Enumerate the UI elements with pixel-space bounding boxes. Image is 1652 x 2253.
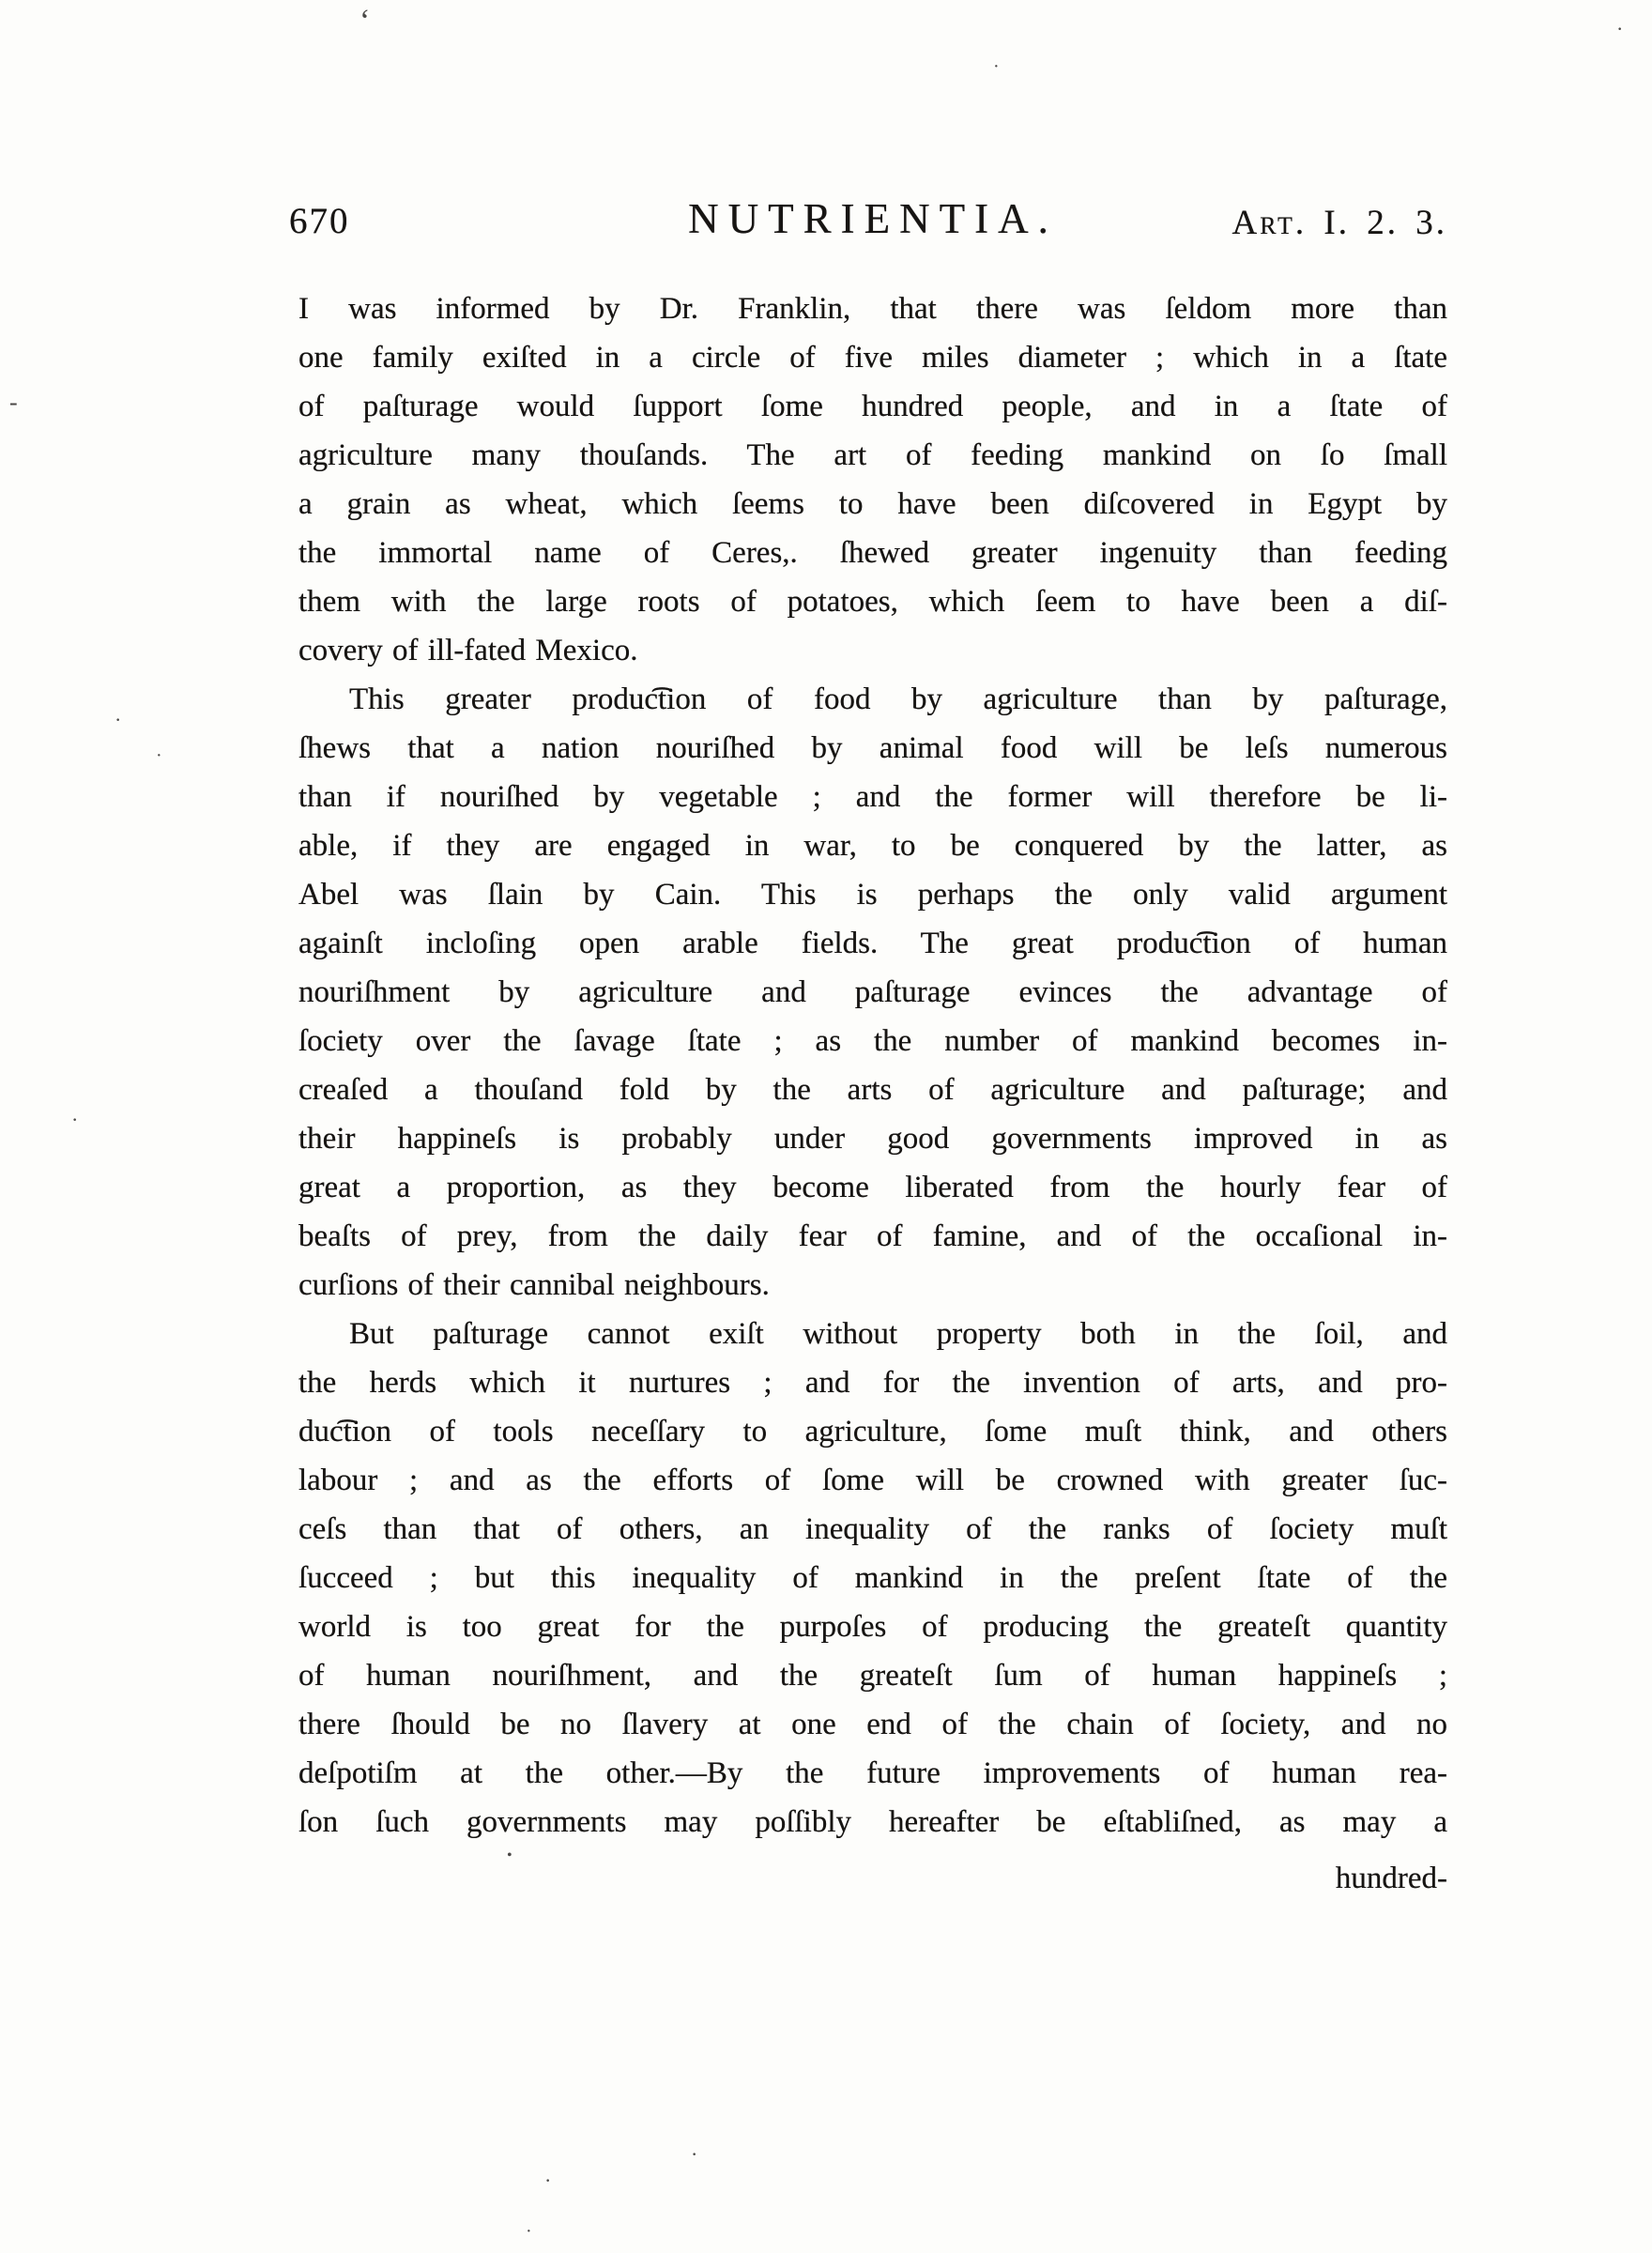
- ink-speck: ·: [526, 2221, 532, 2242]
- text-line: one family exiſted in a circle of five miles diameter ; which in a ſtate: [298, 341, 1447, 375]
- text-line: curſions of their cannibal neighbours.: [298, 1268, 770, 1302]
- text-line: than if nouriſhed by vegetable ; and the former will therefore be li-: [298, 780, 1447, 814]
- text-line: agriculture many thouſands. The art of feeding mankind on ſo ſmall: [298, 438, 1447, 472]
- text-line: beaſts of prey, from the daily fear of famine, and of the occaſional in-: [298, 1219, 1447, 1253]
- text-line: great a proportion, as they become liberated from the hourly fear of: [298, 1171, 1447, 1204]
- text-line: there ſhould be no ſlavery at one end of the chain of ſociety, and no: [298, 1708, 1447, 1741]
- text-line: Abel was ſlain by Cain. This is perhaps the only valid argument: [298, 878, 1447, 912]
- text-line: ſhews that a nation nouriſhed by animal food will be leſs numerous: [298, 731, 1447, 765]
- text-line: ſucceed ; but this inequality of mankind in the preſent ſtate of the: [298, 1561, 1447, 1595]
- text-line: their happineſs is probably under good governments improved in as: [298, 1122, 1447, 1156]
- ink-speck: ·: [691, 2142, 698, 2166]
- text-line: them with the large roots of potatoes, which ſeem to have been a diſ-: [298, 585, 1447, 619]
- text-line: covery of ill-fated Mexico.: [298, 634, 638, 667]
- text-line: of paſturage would ſupport ſome hundred people, and in a ſtate of: [298, 390, 1447, 423]
- ink-speck: ·: [993, 56, 1000, 77]
- text-line: of human nouriſhment, and the greateſt ſum of human happineſs ;: [298, 1659, 1447, 1693]
- text-line: duc͡tion of tools neceſſary to agriculture, ſome muſt think, and others: [298, 1415, 1447, 1448]
- text-line: the herds which it nurtures ; and for the invention of arts, and pro-: [298, 1366, 1447, 1400]
- running-title: NUTRIENTIA.: [688, 195, 1058, 242]
- ink-speck: ·: [544, 2169, 552, 2192]
- text-line: But paſturage cannot exiſt without property both in the ſoil, and: [349, 1317, 1447, 1351]
- body-text: [298, 284, 1447, 1847]
- ink-speck: ·: [156, 745, 162, 766]
- ink-speck: ·: [71, 1108, 79, 1131]
- text-line: This greater produc͡tion of food by agriculture than by paſturage,: [349, 682, 1447, 716]
- text-line: world is too great for the purpoſes of producing the greateſt quantity: [298, 1610, 1447, 1644]
- text-line: againſt incloſing open arable fields. The great produc͡tion of human: [298, 927, 1447, 960]
- ink-speck: -: [9, 389, 18, 416]
- text-line: ceſs than that of others, an inequality of the ranks of ſociety muſt: [298, 1512, 1447, 1546]
- ink-speck: •: [507, 1847, 512, 1863]
- text-line: a grain as wheat, which ſeems to have been diſcovered in Egypt by: [298, 487, 1447, 521]
- text-line: deſpotiſm at the other.—By the future improvements of human rea-: [298, 1756, 1447, 1790]
- ink-speck: ·: [1616, 17, 1624, 40]
- ink-speck: ·: [115, 708, 122, 731]
- text-line: able, if they are engaged in war, to be conquered by the latter, as: [298, 829, 1447, 863]
- text-line: ſociety over the ſavage ſtate ; as the number of mankind becomes in-: [298, 1024, 1447, 1058]
- ink-speck: ʻ: [359, 4, 371, 38]
- text-line: the immortal name of Ceres,. ſhewed greater ingenuity than feeding: [298, 536, 1447, 570]
- article-reference: Art. I. 2. 3.: [1231, 204, 1447, 242]
- text-line: ſon ſuch governments may poſſibly hereafter be eſtabliſned, as may a: [298, 1805, 1447, 1839]
- text-line: labour ; and as the efforts of ſome will be crowned with greater ſuc-: [298, 1464, 1447, 1497]
- page-number: 670: [289, 201, 350, 241]
- text-line: I was informed by Dr. Franklin, that there was ſeldom more than: [298, 292, 1447, 326]
- text-line: nouriſhment by agriculture and paſturage evinces the advantage of: [298, 975, 1447, 1009]
- text-line: creaſed a thouſand fold by the arts of agriculture and paſturage; and: [298, 1073, 1447, 1107]
- catchword: hundred-: [1335, 1862, 1447, 1895]
